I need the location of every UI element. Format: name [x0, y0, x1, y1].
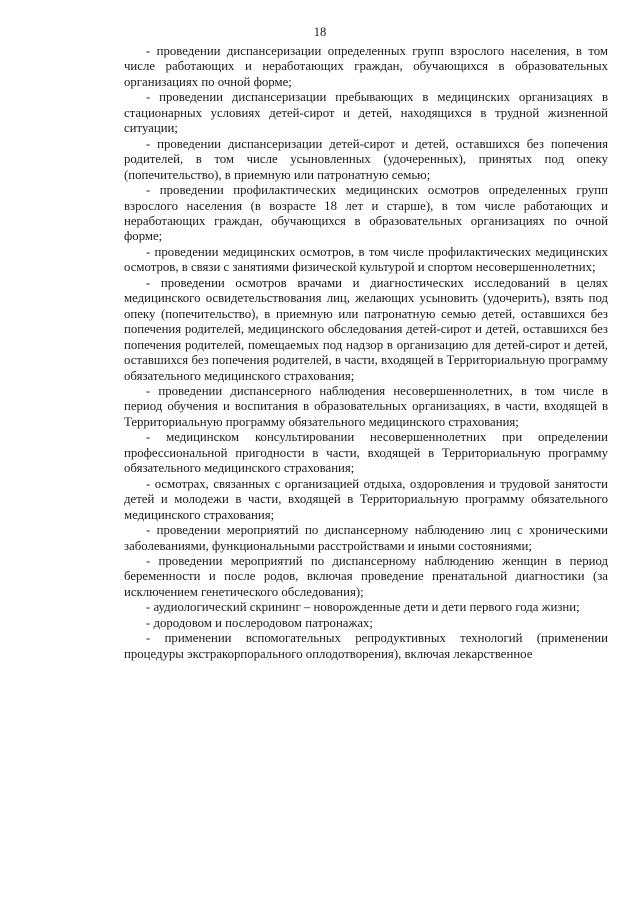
paragraph-3: - проведении диспансеризации детей-сирот и детей, оставшихся без попечения родителей, в том числе усыновленных (удочеренных), принятых под опеку (попечительство), в приемную или патронатную семью;	[124, 136, 608, 182]
paragraph-6: - проведении осмотров врачами и диагностических исследований в целях медицинского освидетельствования лиц, желающих усыновить (удочерить), взять под опеку (попечительство), в приемную или патронатную семью детей, оставшихся без попечения родителей, медицинского обследования детей-сирот и детей, оставшихся без попечения родителей, помещаемых под надзор в организацию для детей-сирот и детей, оставшихся без попечения родителей, в части, входящей в Территориальную программу обязательного медицинского страхования;	[124, 275, 608, 383]
paragraph-14: - применении вспомогательных репродуктивных технологий (применении процедуры экстракорпорального оплодотворения), включая лекарственное	[124, 631, 608, 661]
paragraph-13: - дородовом и послеродовом патронажах;	[146, 615, 373, 630]
document-body	[124, 44, 608, 662]
paragraph-11: - проведении мероприятий по диспансерному наблюдению женщин в период беременности и после родов, включая проведение пренатальной диагностики (за исключением генетического обследования);	[124, 553, 608, 599]
paragraph-10: - проведении мероприятий по диспансерному наблюдению лиц с хроническими заболеваниями, функциональными расстройствами и иными состояниями;	[124, 523, 608, 553]
paragraph-5: - проведении медицинских осмотров, в том числе профилактических медицинских осмотров, в связи с занятиями физической культурой и спортом несовершеннолетних;	[124, 244, 608, 275]
paragraph-9: - осмотрах, связанных с организацией отдыха, оздоровления и трудовой занятости детей и молодежи в части, входящей в Территориальную программу обязательного медицинского страхования;	[124, 476, 608, 522]
paragraph-1: - проведении диспансеризации определенных групп взрослого населения, в том числе работающих и неработающих граждан, обучающихся в образовательных организациях по очной форме;	[124, 44, 608, 89]
paragraph-4: - проведении профилактических медицинских осмотров определенных групп взрослого населения (в возрасте 18 лет и старше), в том числе работающих и неработающих граждан, обучающихся в образовательных организациях по очной форме;	[124, 183, 608, 244]
paragraph-8: - медицинском консультировании несовершеннолетних при определении профессиональной пригодности в части, входящей в Территориальную программу обязательного медицинского страхования;	[124, 430, 608, 476]
paragraph-7: - проведении диспансерного наблюдения несовершеннолетних, в том числе в период обучения и воспитания в образовательных организациях, в части, входящей в Территориальную программу обязательного медицинского страхования;	[124, 383, 608, 429]
page-number: 18	[313, 25, 327, 39]
paragraph-12: - аудиологический скрининг – новорожденные дети и дети первого года жизни;	[146, 600, 580, 615]
paragraph-2: - проведении диспансеризации пребывающих в медицинских организациях в стационарных условиях детей-сирот и детей, находящихся в трудной жизненной ситуации;	[124, 90, 608, 136]
